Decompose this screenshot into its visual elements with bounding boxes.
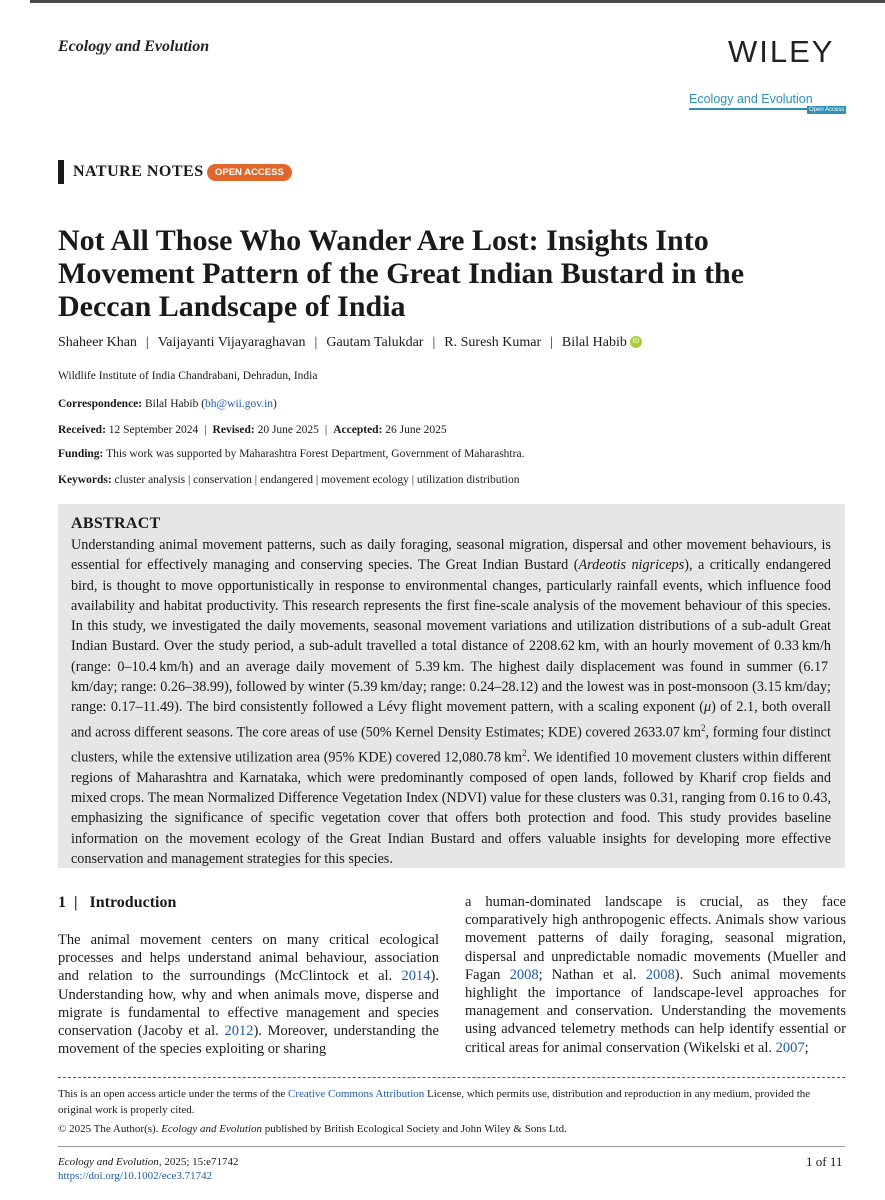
author[interactable]: Bilal Habib: [561, 335, 627, 350]
intro-text-left: The animal movement centers on many critical ecological processes and helps understand animal behaviour, association and relation to the surroundings (McClintock et al. 2014). Understanding how, why and when animals move, disperse and migrate is fundamental to effective management and species conservation (Jacoby et al. 2012). Moreover, understanding the movement of the species exploiting or sharing: [58, 932, 439, 1058]
license-note: This is an open access article under the terms of the Creative Commons Attribution License, which permits use, distribution and reproduction in any medium, provided the original work is properly cited.: [58, 1088, 811, 1116]
citation-link[interactable]: 2014: [401, 968, 431, 985]
author-list: Shaheer Khan | Vaijayanti Vijayaraghavan | Gautam Talukdar | R. Suresh Kumar | Bilal Habib iD: [58, 335, 642, 351]
wiley-logo[interactable]: WILEY: [728, 34, 835, 69]
open-access-badge: OPEN ACCESS: [207, 164, 292, 181]
author[interactable]: R. Suresh Kumar: [444, 335, 542, 350]
citation-link[interactable]: 2008: [645, 966, 675, 983]
footnote-divider: [58, 1077, 845, 1078]
affiliation: Wildlife Institute of India Chandrabani, Dehradun, India: [58, 370, 318, 382]
abstract-heading: ABSTRACT: [71, 515, 161, 532]
page-number: 1 of 11: [806, 1154, 843, 1169]
abstract-box: [58, 504, 845, 868]
dates: Received: 12 September 2024 | Revised: 20 June 2025 | Accepted: 26 June 2025: [58, 424, 447, 436]
revised-date: 20 June 2025: [257, 424, 319, 436]
citation-link[interactable]: 2007: [775, 1039, 805, 1056]
author[interactable]: Gautam Talukdar: [326, 335, 424, 350]
copyright: © 2025 The Author(s). Ecology and Evolution published by British Ecological Society and John Wiley & Sons Ltd.: [58, 1123, 567, 1135]
footer-divider: [58, 1146, 845, 1147]
keywords: Keywords: cluster analysis | conservation | endangered | movement ecology | utilization distribution: [58, 474, 520, 486]
journal-logo-bar: [689, 108, 807, 110]
abstract-text: Understanding animal movement patterns, such as daily foraging, seasonal migration, dispersal and other movement behaviours, is essential for effectively managing and conserving species. The Great Indian Bustard (Ardeotis nigriceps), a critically endangered bird, is thought to move opportunistically in response to environmental changes, particularly rainfall events, which influence food availability and habitat productivity. This research represents the first fine-scale analysis of the movement behaviour of this species. In this study, we investigated the daily movements, seasonal movement variations and utilization distributions of a sub-adult Great Indian Bustard. Over the study period, a sub-adult travelled a total distance of 2208.62 km, with an hourly movement of 0.33 km/h (range: 0–10.4 km/h) and an average daily movement of 5.39 km. The highest daily displacement was found in summer (6.17 km/day; range: 0.26–38.99), followed by winter (5.39 km/day; range: 0.24–28.12) and the lowest was in post-monsoon (3.15 km/day; range: 0.17–11.49). The bird consistently followed a Lévy flight movement pattern, with a scaling exponent (μ) of 2.1, both overall and across different seasons. The core areas of use (50% Kernel Density Estimates; KDE) covered 2633.07 $km^2$, forming four distinct clusters, while the extensive utilization area (95% KDE) covered 12,080.78 $km^2$. We identified 10 movement clusters within different regions of Maharashtra and Karnataka, which were predominantly composed of open lands, followed by Kharif crop fields and mixed crops. The mean Normalized Difference Vegetation Index (NDVI) value for these clusters was 0.31, ranging from 0.16 to 0.43, emphasizing the significance of specific vegetation cover that offers both protection and food. This study provides baseline information on the movement ecology of the Great Indian Bustard and offers valuable insights for developing more effective conservation and management strategies for this species.: [71, 537, 832, 867]
journal-logo-badge: Open Access: [809, 107, 845, 113]
top-rule: [0, 0, 885, 4]
email-link[interactable]: bh@wii.gov.in: [205, 398, 274, 410]
author[interactable]: Shaheer Khan: [58, 335, 137, 350]
accepted-date: 26 June 2025: [385, 424, 447, 436]
article-title: Not All Those Who Wander Are Lost: Insights Into Movement Pattern of the Great Indian Bustard in the Deccan Landscape of India: [58, 224, 745, 323]
intro-text-right: a human-dominated landscape is crucial, as they face comparatively high anthropogenic effects. Animals show various movement patterns of daily foraging, seasonal migration, dispersal and unpredictable nomadic movements (Mueller and Fagan 2008; Nathan et al. 2008). Such animal movements highlight the importance of landscape-level approaches for management and conservation. Understanding the movements using advanced telemetry methods can help identify essential or critical areas for animal conservation (Wikelski et al. 2007;: [465, 894, 846, 1056]
citation-info: Ecology and Evolution, 2025; 15:e71742 https://doi.org/10.1002/ece3.71742: [58, 1156, 239, 1182]
citation-link[interactable]: 2008: [509, 966, 539, 983]
doi-link[interactable]: https://doi.org/10.1002/ece3.71742: [58, 1170, 213, 1182]
license-link[interactable]: Creative Commons Attribution: [288, 1088, 425, 1100]
journal-logo[interactable]: Ecology and Evolution: [689, 92, 813, 106]
orcid-icon[interactable]: iD: [630, 336, 642, 348]
intro-heading: 1 | Introduction: [58, 894, 177, 911]
citation-link[interactable]: 2012: [224, 1023, 254, 1040]
article-section: NATURE NOTES: [73, 163, 204, 180]
section-marker: [58, 160, 64, 184]
funding: Funding: This work was supported by Maharashtra Forest Department, Government of Maharashtra.: [58, 448, 525, 460]
received-date: 12 September 2024: [108, 424, 199, 436]
author[interactable]: Vaijayanti Vijayaraghavan: [157, 335, 306, 350]
correspondence: Correspondence: Bilal Habib (bh@wii.gov.in): [58, 398, 277, 410]
journal-name: Ecology and Evolution: [58, 38, 210, 55]
